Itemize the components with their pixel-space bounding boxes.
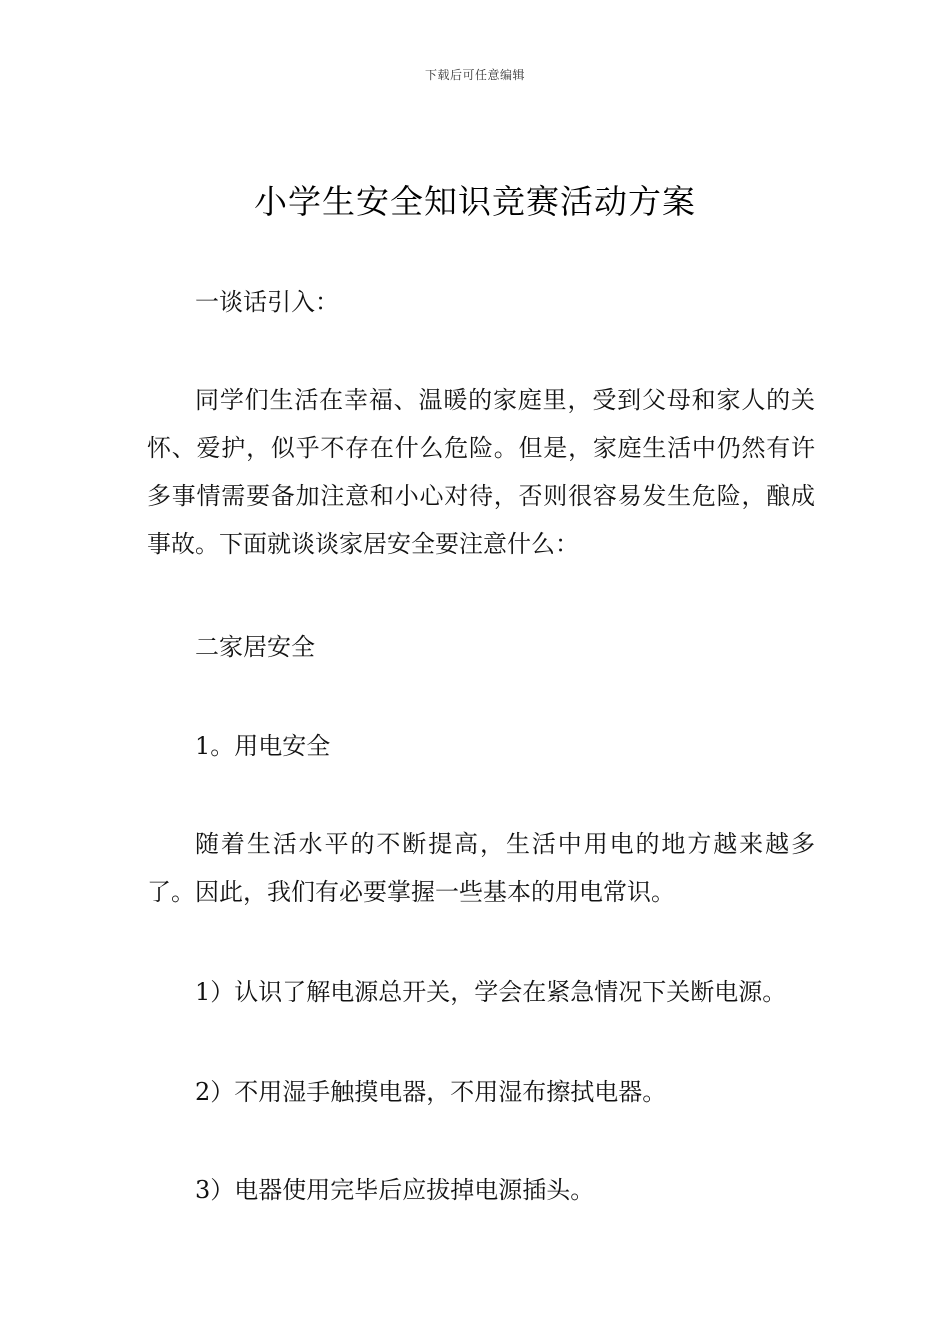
document-title: 小学生安全知识竞赛活动方案 (254, 182, 696, 221)
intro-paragraph: 同学们生活在幸福、温暖的家庭里，受到父母和家人的关怀、爱护，似乎不存在什么危险。但是，家庭生活中仍然有许多事情需要备加注意和小心对待，否则很容易发生危险，酿成事故。下面就谈谈家居安全要注意什么： (147, 386, 815, 558)
list-item: 3）电器使用完毕后应拔掉电源插头。 (195, 1176, 595, 1204)
list-item: 2）不用湿手触摸电器，不用湿布擦拭电器。 (195, 1078, 667, 1106)
electric-safety-paragraph: 随着生活水平的不断提高，生活中用电的地方越来越多了。因此，我们有必要掌握一些基本的用电常识。 (147, 830, 815, 906)
section-heading-home-safety: 二家居安全 (195, 633, 315, 661)
list-item: 1）认识了解电源总开关，学会在紧急情况下关断电源。 (195, 978, 787, 1006)
header-note: 下载后可任意编辑 (424, 68, 525, 82)
subsection-heading-electric-safety: 1。用电安全 (195, 732, 331, 760)
section-heading-intro: 一谈话引入： (195, 288, 339, 316)
